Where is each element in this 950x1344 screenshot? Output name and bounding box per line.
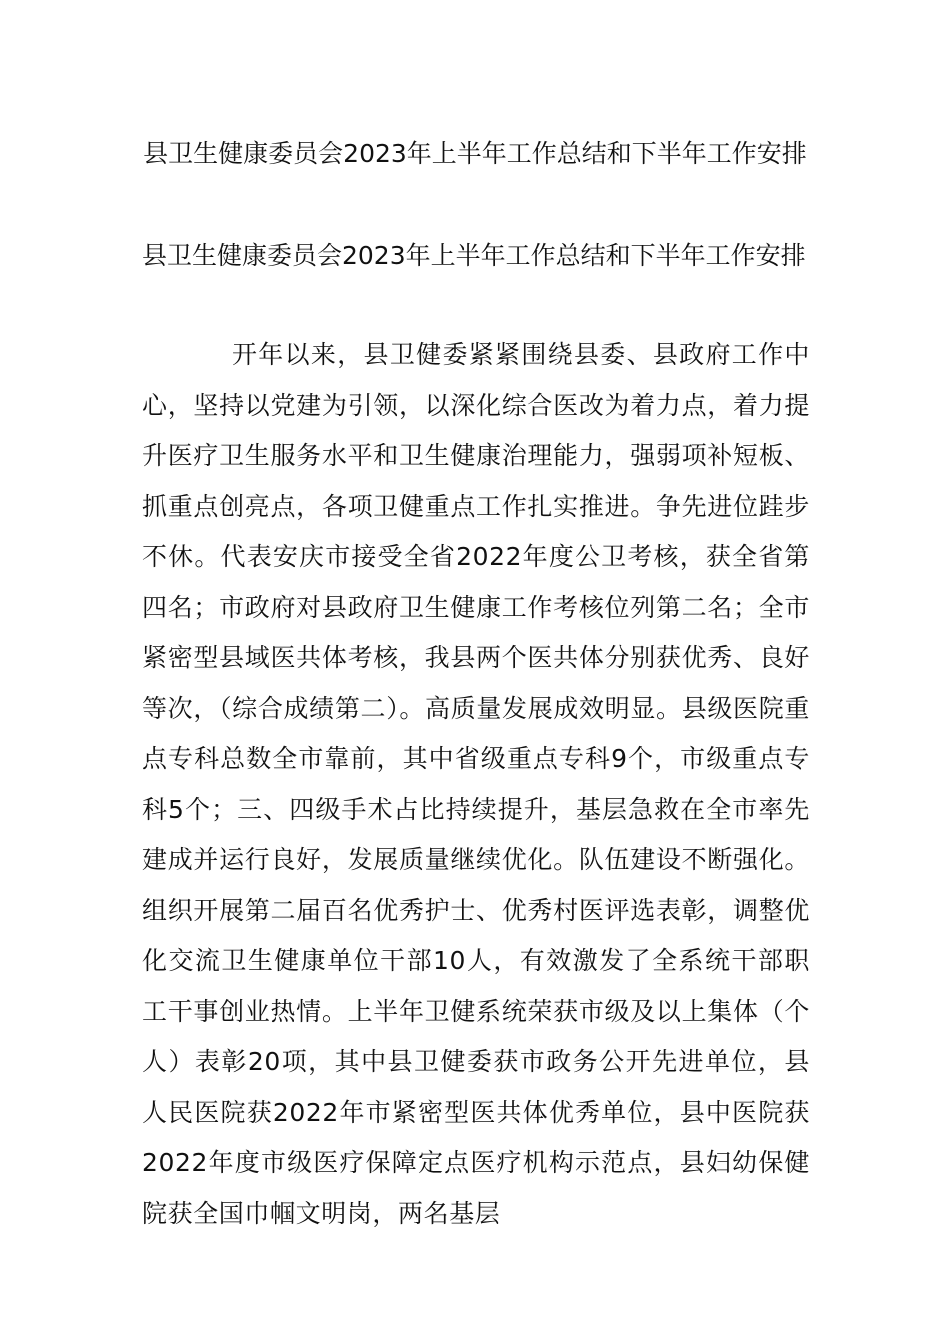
body-paragraph: 开年以来，县卫健委紧紧围绕县委、县政府工作中心，坚持以党建为引领，以深化综合医改为着力点，着力提升医疗卫生服务水平和卫生健康治理能力，强弱项补短板、抓重点创亮点，各项卫健重点工作扎实推进。争先进位跬步不休。代表安庆市接受全省2022年度公卫考核，获全省第四名；市政府对县政府卫生健康工作考核位列第二名；全市紧密型县域医共体考核，我县两个医共体分别获优秀、良好等次，（综合成绩第二）。高质量发展成效明显。县级医院重点专科总数全市靠前，其中省级重点专科9个，市级重点专科5个；三、四级手术占比持续提升，基层急救在全市率先建成并运行良好，发展质量继续优化。队伍建设不断强化。组织开展第二届百名优秀护士、优秀村医评选表彰，调整优化交流卫生健康单位干部10人，有效激发了全系统干部职工干事创业热情。上半年卫健系统荣获市级及以上集体（个人）表彰20项，其中县卫健委获市政务公开先进单位，县人民医院获2022年市紧密型医共体优秀单位，县中医院获2022年度市级医疗保障定点医疗机构示范点，县妇幼保健院获全国巾帼文明岗，两名基层 <box>142 340 810 1228</box>
document-subtitle: 县卫生健康委员会2023年上半年工作总结和下半年工作安排 <box>142 241 806 270</box>
document-title: 县卫生健康委员会2023年上半年工作总结和下半年工作安排 <box>143 139 807 168</box>
